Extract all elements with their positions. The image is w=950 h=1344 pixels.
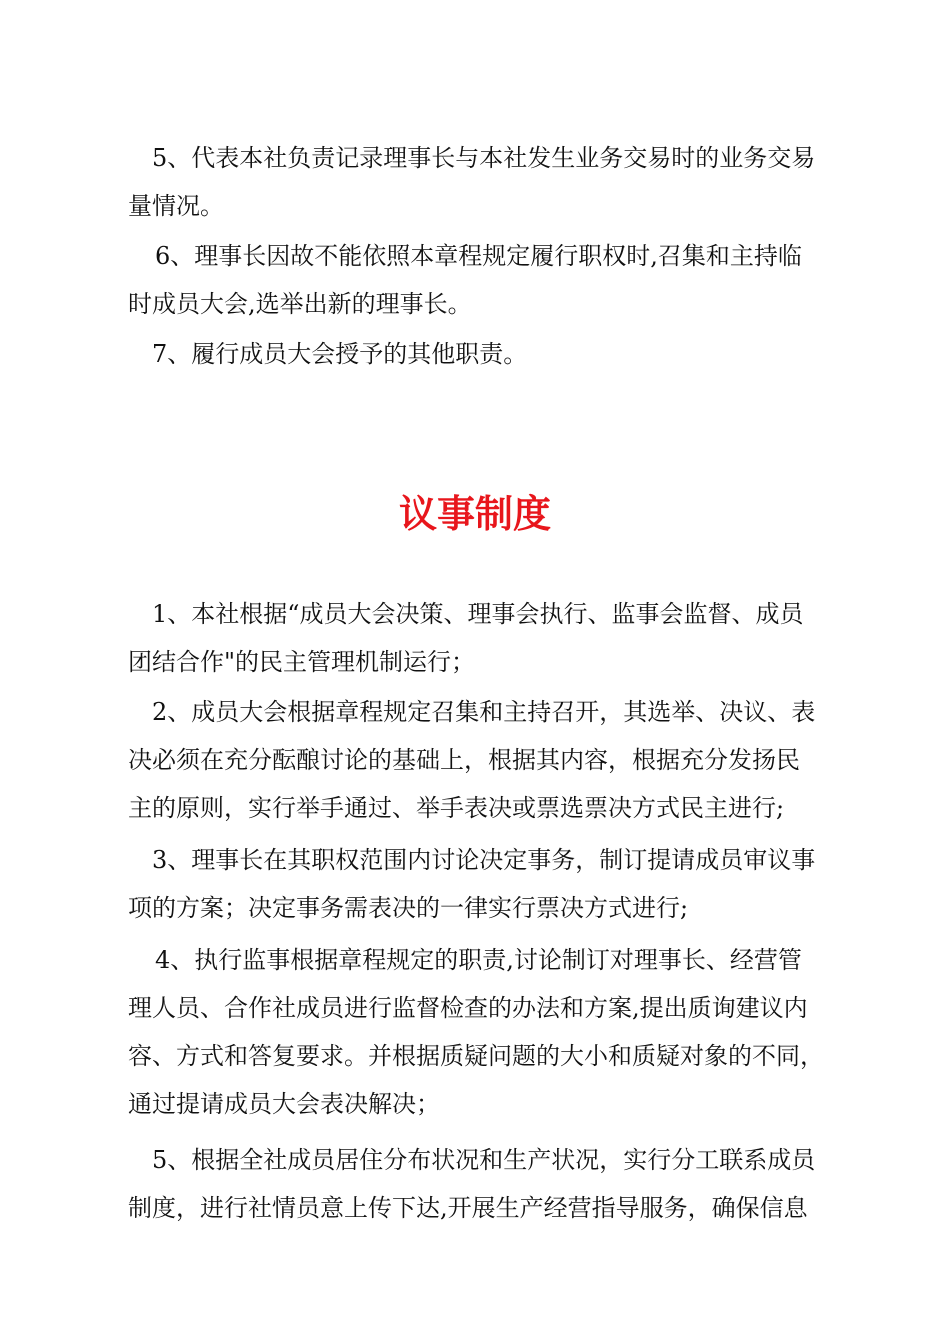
paragraph-item-7 <box>128 330 868 378</box>
paragraph-line: 团结合作"的民主管理机制运行； <box>128 648 476 676</box>
rule-item-5 <box>128 1136 868 1232</box>
paragraph-line: 1、本社根据“成员大会决策、理事会执行、监事会监督、成员 <box>152 600 804 628</box>
paragraph-line: 通过提请成员大会表决解决； <box>128 1090 440 1118</box>
paragraph-line: 理人员、合作社成员进行监督检查的办法和方案,提出质询建议内 <box>128 994 808 1022</box>
paragraph-line: 5、根据全社成员居住分布状况和生产状况，实行分工联系成员 <box>152 1146 816 1174</box>
paragraph-line: 5、代表本社负责记录理事长与本社发生业务交易时的业务交易 <box>152 144 816 172</box>
paragraph-item-6 <box>128 232 868 328</box>
paragraph-line: 时成员大会,选举出新的理事长。 <box>128 290 472 318</box>
paragraph-line: 项的方案；决定事务需表决的一律实行票决方式进行; <box>128 894 689 922</box>
paragraph-line: 容、方式和答复要求。并根据质疑问题的大小和质疑对象的不同， <box>128 1042 824 1070</box>
paragraph-line: 7、履行成员大会授予的其他职责。 <box>152 340 528 368</box>
paragraph-line: 3、理事长在其职权范围内讨论决定事务，制订提请成员审议事 <box>152 846 816 874</box>
rule-item-3 <box>128 836 868 932</box>
paragraph-line: 4、执行监事根据章程规定的职责,讨论制订对理事长、经营管 <box>155 946 802 974</box>
paragraph-line: 制度，进行社情员意上传下达,开展生产经营指导服务，确保信息 <box>128 1194 808 1222</box>
paragraph-line: 主的原则，实行举手通过、举手表决或票选票决方式民主进行; <box>128 794 785 822</box>
paragraph-line: 2、成员大会根据章程规定召集和主持召开，其选举、决议、表 <box>152 698 816 726</box>
paragraph-line: 量情况。 <box>128 192 224 220</box>
rule-item-4 <box>128 936 868 1128</box>
rule-item-2 <box>128 688 868 832</box>
paragraph-line: 决必须在充分酝酿讨论的基础上，根据其内容，根据充分发扬民 <box>128 746 800 774</box>
section-title: 议事制度 <box>398 491 551 536</box>
paragraph-line: 6、理事长因故不能依照本章程规定履行职权时,召集和主持临 <box>155 242 802 270</box>
paragraph-item-5 <box>128 134 868 230</box>
rule-item-1 <box>128 590 868 686</box>
